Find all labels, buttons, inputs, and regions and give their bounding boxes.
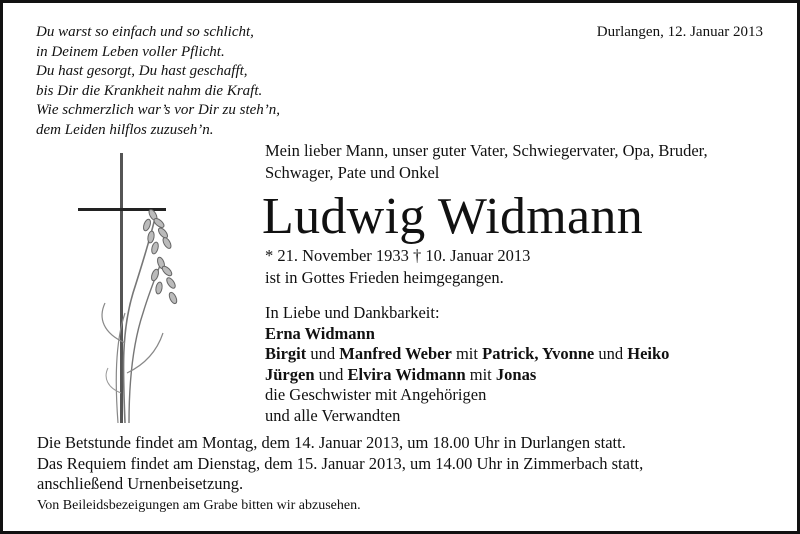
poem-line: Du hast gesorgt, Du hast geschafft, (36, 63, 248, 80)
requiem-note-continued: anschließend Urnenbeisetzung. (37, 474, 244, 494)
connector-text: mit (465, 364, 496, 384)
mourner-name: Heiko (627, 344, 670, 363)
condolence-note: Von Beileidsbezeigungen am Grabe bitten wir abzusehen. (37, 498, 361, 513)
poem-line: dem Leiden hilflos zuzuseh’n. (36, 121, 214, 138)
cross-with-wheat-icon (63, 143, 203, 433)
mourner-line (265, 324, 669, 345)
mourner-line (265, 344, 669, 365)
deceased-name: Ludwig Widmann (262, 188, 643, 245)
mourner-name: Patrick, Yvonne (482, 344, 595, 363)
mourner-name: Birgit (265, 344, 307, 363)
mourner-name: Jürgen (265, 364, 315, 384)
intro-text: Mein lieber Mann, unser guter Vater, Schwiegervater, Opa, Bruder, Schwager, Pate und Onkel (265, 141, 708, 182)
mourner-line: die Geschwister mit Angehörigen (265, 385, 487, 404)
poem-line: Du warst so einfach und so schlicht, (36, 24, 254, 40)
memorial-poem (36, 23, 280, 141)
mourner-name: Erna Widmann (265, 323, 375, 343)
mourners-list (265, 303, 669, 426)
place-date: Durlangen, 12. Januar 2013 (596, 24, 763, 40)
poem-line: Wie schmerzlich war’s vor Dir zu steh’n, (36, 102, 281, 119)
mourner-name: Jonas (495, 364, 537, 384)
birth-death-dates: * 21. November 1933 † 10. Januar 2013 (265, 246, 531, 265)
mourner-name: Elvira Widmann (347, 364, 466, 384)
poem-line: bis Dir die Krankheit nahm die Kraft. (36, 82, 263, 99)
mourners-heading: In Liebe und Dankbarkeit: (265, 303, 440, 322)
betstunde-note: Die Betstunde findet am Montag, dem 14. Januar 2013, um 18.00 Uhr in Durlangen statt. (37, 433, 626, 452)
connector-text: und (306, 344, 340, 363)
mourner-line: und alle Verwandten (265, 405, 401, 425)
connector-text: und (594, 344, 628, 363)
poem-line: in Deinem Leben voller Pflicht. (36, 43, 225, 60)
mourner-name: Manfred Weber (339, 344, 452, 363)
life-dates (265, 245, 530, 288)
passed-away-text: ist in Gottes Frieden heimgegangen. (265, 267, 504, 287)
service-notes (37, 433, 643, 495)
connector-text: mit (451, 344, 483, 363)
requiem-note: Das Requiem findet am Dienstag, dem 15. Januar 2013, um 14.00 Uhr in Zimmerbach statt, (37, 453, 644, 473)
mourner-line (265, 365, 669, 386)
connector-text: und (314, 364, 348, 384)
